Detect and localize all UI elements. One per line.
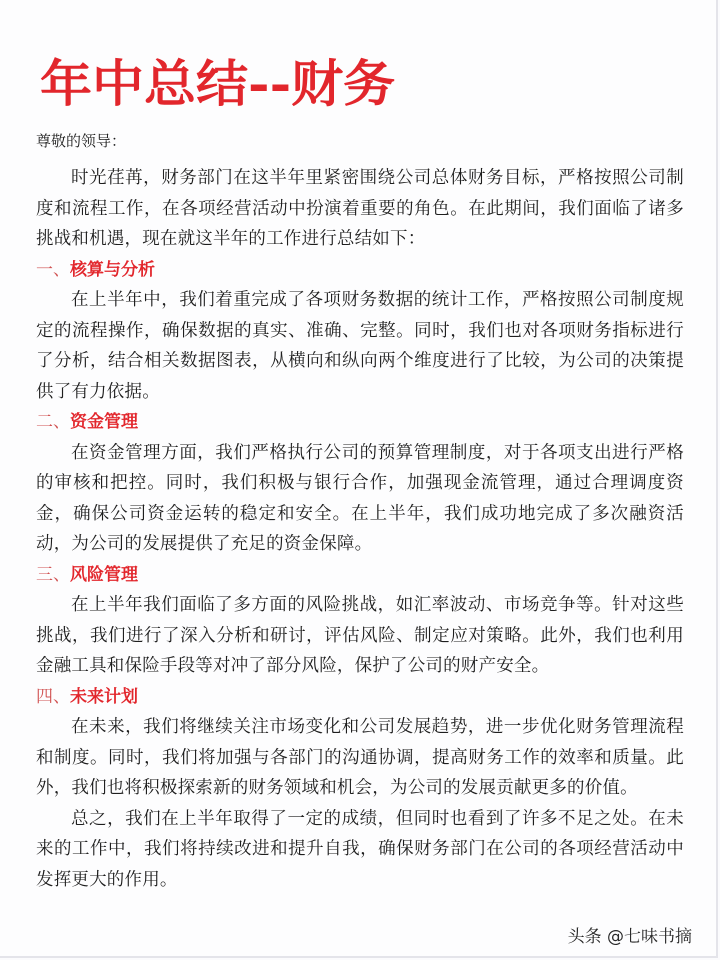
section-paragraph-future: 在未来，我们将继续关注市场变化和公司发展趋势，进一步优化财务管理流程和制度。同时，我们将加强与各部门的沟通协调，提高财务工作的效率和质量。此外，我们也将积极探索新的财务领域和机会，为公司的发展贡献更多的价值。 — [36, 717, 684, 798]
section-paragraph-funds: 在资金管理方面，我们严格执行公司的预算管理制度，对于各项支出进行严格的审核和把控。同时，我们积极与银行合作，加强现金流管理，通过合理调度资金，确保公司资金运转的稳定和安全。在上半年，我们成功地完成了多次融资活动，为公司的发展提供了充足的资金保障。 — [36, 442, 684, 554]
section-title: 核算与分析 — [70, 259, 155, 280]
document-title: 年中总结--财务 — [40, 54, 396, 113]
intro-paragraph: 时光荏苒，财务部门在这半年里紧密围绕公司总体财务目标，严格按照公司制度和流程工作，在各项经营活动中扮演着重要的角色。在此期间，我们面临了诸多挑战和机遇，现在就这半年的工作进行总结如下： — [36, 168, 684, 249]
section-title: 未来计划 — [70, 686, 138, 707]
section-title: 风险管理 — [70, 564, 138, 585]
section-number: 一、 — [36, 259, 70, 280]
section-heading-funds — [36, 407, 684, 438]
section-heading-risk — [36, 560, 684, 591]
section-number: 二、 — [36, 412, 70, 432]
section-heading-future — [36, 682, 684, 713]
section-number: 四、 — [36, 686, 70, 707]
section-number: 三、 — [36, 564, 70, 585]
section-heading-accounting — [36, 255, 684, 286]
section-paragraph-accounting: 在上半年中，我们着重完成了各项财务数据的统计工作，严格按照公司制度规定的流程操作，确保数据的真实、准确、完整。同时，我们也对各项财务指标进行了分析，结合相关数据图表，从横向和纵向两个维度进行了比较，为公司的决策提供了有力依据。 — [36, 290, 684, 402]
watermark: 头条 @七味书摘 — [567, 927, 692, 947]
section-title: 资金管理 — [70, 412, 138, 432]
section-paragraph-risk: 在上半年我们面临了多方面的风险挑战，如汇率波动、市场竞争等。针对这些挑战，我们进行了深入分析和研讨，评估风险、制定应对策略。此外，我们也利用金融工具和保险手段等对冲了部分风险，保护了公司的财产安全。 — [36, 595, 684, 676]
greeting: 尊敬的领导： — [36, 132, 127, 150]
document-body — [36, 163, 684, 895]
conclusion-paragraph: 总之，我们在上半年取得了一定的成绩，但同时也看到了许多不足之处。在未来的工作中，我们将持续改进和提升自我，确保财务部门在公司的各项经营活动中发挥更大的作用。 — [36, 808, 684, 890]
